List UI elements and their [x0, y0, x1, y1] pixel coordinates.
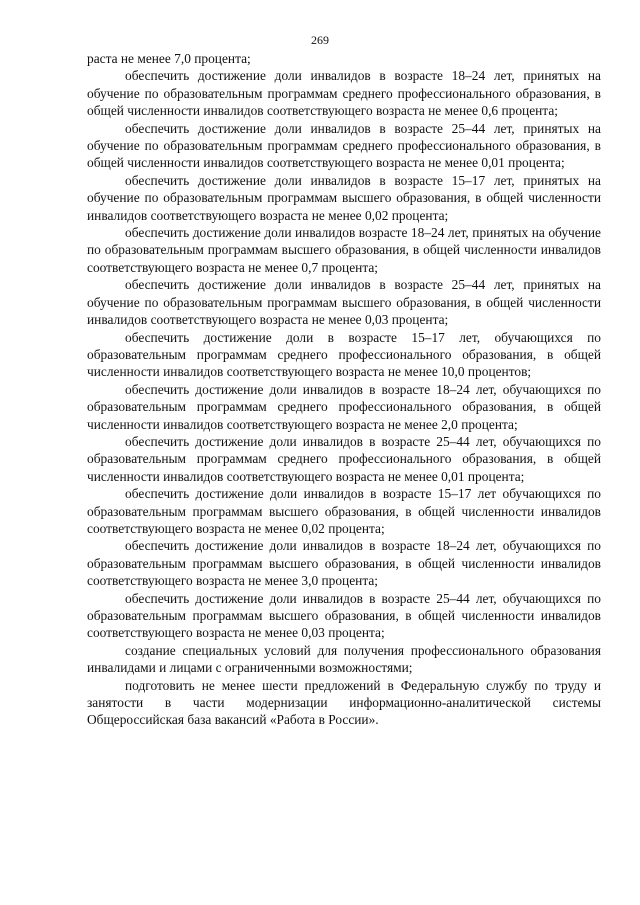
paragraph: обеспечить достижение доли инвалидов в возрасте 15–17 лет, принятых на обучение по образовательным программам высшего образования, в общей численности инвалидов соответствующего возраста не менее 0,02 процента;: [87, 172, 601, 223]
paragraph: обеспечить достижение доли инвалидов в возрасте 25–44 лет, обучающихся по образовательным программам высшего образования, в общей численности инвалидов соответствующего возраста не менее 0,03 процента;: [87, 590, 601, 641]
paragraph: обеспечить достижение доли инвалидов в возрасте 18–24 лет, обучающихся по образовательным программам высшего образования, в общей численности инвалидов соответствующего возраста не менее 3,0 процента;: [87, 538, 601, 589]
paragraph: обеспечить достижение доли инвалидов возрасте 18–24 лет, принятых на обучение по образовательным программам высшего образования, в общей численности инвалидов соответствующего возраста не менее 0,7 процента;: [87, 225, 601, 275]
paragraph: подготовить не менее шести предложений в Федеральную службу по труду и занятости в части модернизации информационно-аналитической системы Общероссийская база вакансий «Работа в России».: [87, 677, 601, 728]
paragraph: обеспечить достижение доли инвалидов в возрасте 25–44 лет, принятых на обучение по образовательным программам высшего образования, в общей численности инвалидов соответствующего возраста не менее 0,03 процента;: [87, 277, 601, 328]
paragraph: создание специальных условий для получения профессионального образования инвалидами и лицами с ограниченными возможностями;: [87, 642, 601, 676]
paragraph: обеспечить достижение доли инвалидов в возрасте 18–24 лет, принятых на обучение по образовательным программам среднего профессионального образования, в общей численности инвалидов соответствующего возраста не менее 0,6 процента;: [87, 68, 601, 119]
paragraph: обеспечить достижение доли инвалидов в возрасте 15–17 лет обучающихся по образовательным программам высшего образования, в общей численности инвалидов соответствующего возраста не менее 0,02 процента;: [87, 486, 601, 536]
paragraph: обеспечить достижение доли инвалидов в возрасте 18–24 лет, обучающихся по образовательным программам среднего профессионального образования, в общей численности инвалидов соответствующего возраста не менее 2,0 процента;: [87, 381, 601, 432]
paragraph: обеспечить достижение доли в возрасте 15–17 лет, обучающихся по образовательным программам среднего профессионального образования, в общей численности инвалидов соответствующего возраста не менее 10,0 процентов;: [87, 329, 601, 380]
page-number: 269: [311, 33, 329, 47]
paragraph: обеспечить достижение доли инвалидов в возрасте 25–44 лет, обучающихся по образовательным программам среднего профессионального образования, в общей численности инвалидов соответствующего возраста не менее 0,01 процента;: [87, 433, 601, 484]
paragraph: обеспечить достижение доли инвалидов в возрасте 25–44 лет, принятых на обучение по образовательным программам среднего профессионального образования, в общей численности инвалидов соответствующего возраста не менее 0,01 процента;: [87, 120, 601, 171]
paragraph-continuation: раста не менее 7,0 процента;: [87, 51, 251, 66]
document-body: [87, 50, 601, 729]
